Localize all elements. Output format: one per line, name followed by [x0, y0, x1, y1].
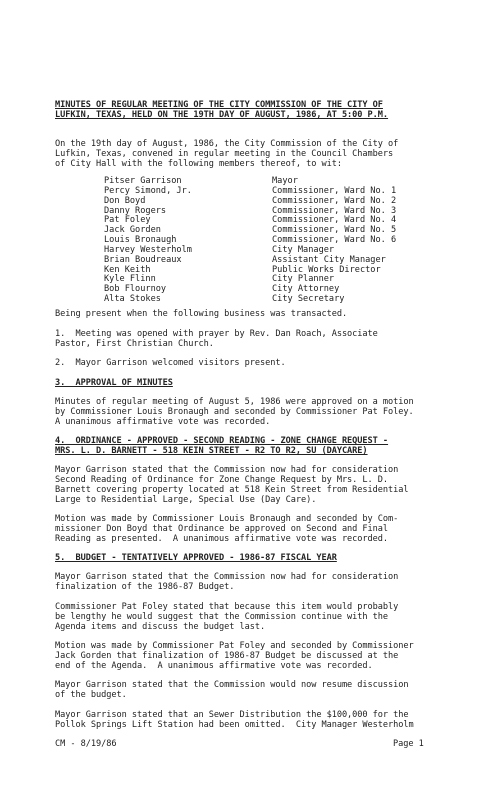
roster-name: Danny Rogers [104, 205, 167, 216]
item3-line-3: A unanimous affirmative vote was recorded. [55, 417, 271, 427]
roster-title: Commissioner, Ward No. 3 [272, 205, 397, 216]
item1-line-2: Pastor, First Christian Church. [55, 339, 214, 349]
roster-row [104, 245, 384, 255]
roster-row [104, 185, 397, 196]
roster-row [104, 284, 384, 294]
roster-title: City Manager [272, 244, 335, 255]
item5-para1-line-1: Mayor Garrison stated that the Commission now had for consideration [55, 572, 399, 582]
roster-name: Pitser Garrison [104, 176, 182, 186]
roster-row [104, 176, 384, 186]
roster-title: Assistant City Manager [272, 254, 386, 265]
item5-para3-line-2: Jack Gorden that finalization of 1986-87 Budget be discussed at the [55, 651, 399, 661]
roster-title: Commissioner, Ward No. 1 [272, 185, 397, 196]
item5-para2-line-1: Commissioner Pat Foley stated that because this item would probably [55, 602, 399, 612]
roster-name: Kyle Flinn [104, 274, 156, 285]
item4-para2-line-1: Motion was made by Commissioner Louis Bronaugh and seconded by Com- [55, 514, 399, 524]
roster-name: Don Boyd [104, 195, 146, 206]
roster-title: Commissioner, Ward No. 4 [272, 215, 397, 226]
roster-title: Commissioner, Ward No. 5 [272, 225, 397, 236]
roster-title: City Planner [272, 274, 335, 285]
item4-para1-line-4: Large to Residential Large, Special Use (Day Care). [55, 495, 317, 505]
roster-title: Commissioner, Ward No. 6 [272, 235, 397, 246]
item4-para1-line-2: Second Reading of Ordinance for Zone Change Request by Mrs. L. D. [55, 475, 389, 485]
item5-para4-line-2: of the budget. [55, 690, 127, 700]
roster-title: City Attorney [272, 284, 340, 295]
roster-title: Mayor [272, 176, 298, 186]
roster-title: City Secretary [272, 294, 345, 305]
item3-heading: 3. APPROVAL OF MINUTES [55, 378, 173, 388]
roster-row [104, 274, 384, 284]
roster-title: Public Works Director [272, 264, 381, 275]
item5-heading: 5. BUDGET - TENTATIVELY APPROVED - 1986-87 FISCAL YEAR [55, 553, 337, 563]
roster-row [104, 195, 397, 206]
roster-row [104, 215, 397, 226]
item4-heading-line-1: 4. ORDINANCE - APPROVED - SECOND READING - ZONE CHANGE REQUEST - [55, 436, 389, 446]
roster-row [104, 294, 384, 304]
roster-name: Percy Simond, Jr. [104, 185, 192, 196]
item5-para5-line-2: Pollok Springs Lift Station had been omitted. City Manager Westerholm [55, 720, 414, 730]
intro-line-1: On the 19th day of August, 1986, the City Commission of the City of [55, 139, 399, 149]
title-line-2: LUFKIN, TEXAS, HELD ON THE 19TH DAY OF AUGUST, 1986, AT 5:00 P.M. [55, 110, 389, 120]
footer-date: CM - 8/19/86 [55, 739, 117, 749]
roster-row [104, 255, 384, 265]
item2-text: 2. Mayor Garrison welcomed visitors present. [55, 358, 286, 368]
roster-name: Pat Foley [104, 215, 151, 226]
roster-name: Harvey Westerholm [104, 244, 192, 255]
roster-row [104, 225, 397, 236]
item5-para2-line-2: be lengthy he would suggest that the Commission continue with the [55, 612, 389, 622]
roster-name: Alta Stokes [104, 294, 161, 305]
roster-name: Louis Bronaugh [104, 235, 177, 246]
roster-row [104, 205, 397, 216]
item3-line-2: by Commissioner Louis Bronaugh and seconded by Commissioner Pat Foley. [55, 407, 414, 417]
item4-heading-line-2: MRS. L. D. BARNETT - 518 KEIN STREET - R2 TO R2, SU (DAYCARE) [55, 446, 368, 456]
item5-para4-line-1: Mayor Garrison stated that the Commission would now resume discussion [55, 680, 409, 690]
intro-line-2: Lufkin, Texas, convened in regular meeting in the Council Chambers [55, 149, 394, 159]
item5-para3-line-1: Motion was made by Commissioner Pat Foley and seconded by Commissioner [55, 641, 414, 651]
roster-title: Commissioner, Ward No. 2 [272, 195, 397, 206]
footer-page-number: Page 1 [393, 739, 424, 749]
item5-para1-line-2: finalization of the 1986-87 Budget. [55, 582, 235, 592]
being-present-text: Being present when the following business was transacted. [55, 309, 348, 319]
roster-name: Bob Flournoy [104, 284, 167, 295]
item5-para2-line-3: Agenda items and discuss the budget last. [55, 622, 266, 632]
roster-name: Jack Gorden [104, 225, 161, 236]
roster-row [104, 265, 384, 275]
item4-para2-line-3: Reading as presented. A unanimous affirmative vote was recorded. [55, 534, 389, 544]
item4-para2-line-2: missioner Don Boyd that Ordinance be approved on Second and Final [55, 524, 389, 534]
item5-para3-line-3: end of the Agenda. A unanimous affirmative vote was recorded. [55, 661, 373, 671]
item1-line-1: 1. Meeting was opened with prayer by Rev. Dan Roach, Associate [55, 329, 378, 339]
item5-para5-line-1: Mayor Garrison stated that an Sewer Distribution the $100,000 for the [55, 710, 409, 720]
roster-row [104, 235, 397, 246]
item4-para1-line-3: Barnett covering property located at 518 Kein Street from Residential [55, 485, 409, 495]
roster-name: Brian Boudreaux [104, 254, 182, 265]
attendee-roster [104, 176, 397, 305]
roster-name: Ken Keith [104, 264, 151, 275]
intro-line-3: of City Hall with the following members thereof, to wit: [55, 159, 342, 169]
item4-para1-line-1: Mayor Garrison stated that the Commission now had for consideration [55, 465, 399, 475]
item3-line-1: Minutes of regular meeting of August 5, 1986 were approved on a motion [55, 397, 414, 407]
title-line-1: MINUTES OF REGULAR MEETING OF THE CITY COMMISSION OF THE CITY OF [55, 100, 383, 110]
